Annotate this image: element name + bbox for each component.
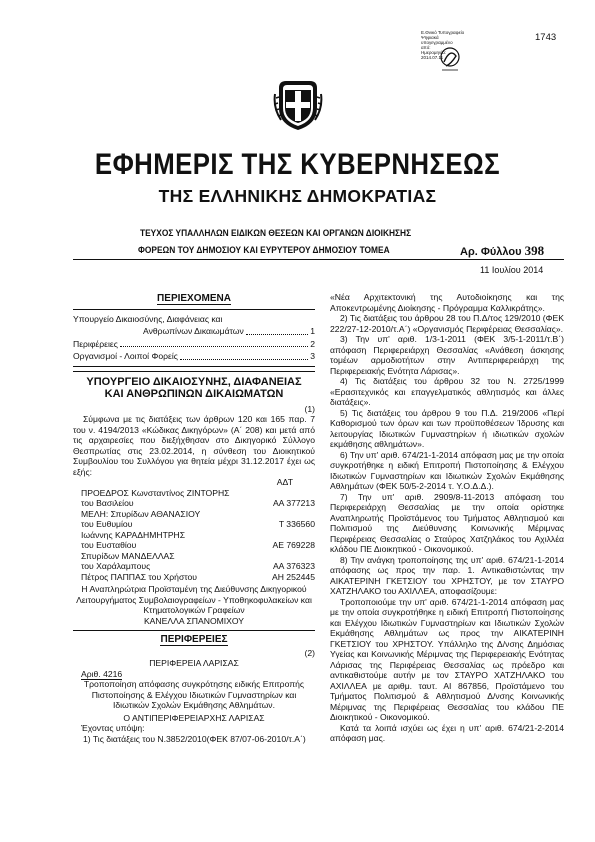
gazette-subtitle: ΤΗΣ ΕΛΛΗΝΙΚΗΣ ΔΗΜΟΚΡΑΤΙΑΣ (158, 186, 437, 206)
toc-page: 2 (310, 338, 315, 349)
notice-number: (2) (304, 647, 315, 658)
body-paragraph: 5) Τις διατάξεις του άρθρου 9 του Π.Δ. 219/2006 «Περί Καθορισμού των όρων και των προϋποθέσεων Ίδρυσης και λειτουργίας Ιδιωτικών Γυμναστηρίων ή ιδιωτικών σχολών εκμάθησης αθλημάτων». (330, 407, 564, 449)
body-paragraph: 7) Την υπ' αριθ. 2909/8-11-2013 απόφαση του Περιφερειάρχη Θεσσαλίας με την οποία ορίστηκε Αναπληρωτής Προϊστάμενος του Τμήματος Αθλητισμού και Πολιτισμού της Διεύθυνσης Κοινωνικής Μέριμνας Περιφέρειας Θεσσαλίας ο Σταύρος Χατζηλάκος του Αχιλλέα κλάδου ΠΕ Διοικητικού - Οικονομικού. (330, 491, 564, 554)
left-column (73, 292, 315, 744)
stamp-line: από: (421, 45, 431, 50)
decision-subject: Τροποποίηση απόφασης συγκρότησης ειδικής Επιτροπής Πιστοποίησης & Ελέγχου Ιδιωτικών Γυμναστηρίων και Ιδιωτικών Σχολών Εκμάθησης Αθλημάτων. (83, 679, 305, 710)
divider (73, 309, 315, 310)
divider (73, 630, 315, 631)
notice-paragraph: Σύμφωνα με τις διατάξεις των άρθρων 120 και 165 παρ. 7 του ν. 4194/2013 «Κώδικας Δικηγόρων» (Α΄ 208) και μετά από τις αρχαιρεσίες που διεξήχθησαν στο Δικηγορικό Σύλλογο Θεσπρωτίας στις 23.02.2014, η σύνθεση του Διοικητικού Συμβουλίου του Συλλόγου για θητεία μέχρι 31.12.2017 έχει ως εξής: (73, 414, 315, 477)
toc-item-label: Περιφέρειες (73, 338, 118, 349)
stamp-line: υπογεγραμμένο (421, 40, 453, 45)
divider (73, 366, 315, 367)
divider (73, 371, 315, 372)
digital-signature-stamp (421, 30, 471, 88)
series-line-2: ΦΟΡΕΩΝ ΤΟΥ ΔΗΜΟΣΙΟΥ ΚΑΙ ΕΥΡΥΤΕΡΟΥ ΔΗΜΟΣΙΟΥ ΤΟΜΕΑ (138, 245, 390, 256)
sheet-number (460, 243, 544, 259)
stamp-line: Ε.Θνικό Τυπογραφείο (421, 30, 465, 35)
issuing-authority: Ο ΑΝΤΙΠΕΡΙΦΕΡΕΙΑΡΧΗΣ ΛΑΡΙΣΑΣ (123, 712, 265, 723)
stamp-line: 2014.07.11 (421, 55, 444, 60)
body-paragraph: 4) Τις διατάξεις του άρθρου 32 του Ν. 2725/1999 «Ερασιτεχνικός και επαγγελματικός αθλητισμός και άλλες διατάξεις». (330, 376, 564, 407)
sheet-number-value: 398 (524, 243, 545, 258)
body-paragraph: 8) Την ανάγκη τροποποίησης της υπ' αριθ. 674/21-1-2014 απόφασης ως προς την παρ. 1. Αντικαθιστώντας την ΑΙΚΑΤΕΡΙΝΗ ΓΚΕΤΣΙΟΥ του ΧΡΗΣΤΟΥ, με τον ΣΤΑΥΡΟ ΧΑΤΖΗΛΑΚΟ του ΑΧΙΛΛΕΑ, αποφασίζουμε: (330, 554, 564, 596)
sheet-label: Αρ. Φύλλου (460, 246, 522, 258)
body-paragraph: 6) Την υπ' αριθ. 674/21-1-2014 απόφαση μας με την οποία συγκροτήθηκε η ειδική Επιτροπή Πιστοποίησης & Ελέγχου Ιδιωτικών Γυμναστηρίων και Ιδιωτικών Σχολών Εκμάθησης Αθλημάτων (ΦΕΚ 50/5-2-2014 τ. Υ.Ο.Δ.Δ.). (330, 449, 564, 491)
signatory-title: Η Αναπληρώτρια Προϊσταμένη της Διεύθυνσης Δικηγορικού Λειτουργήματος Συμβολαιογραφείων - Υποθηκοφυλακείων και Κτηματολογικών Γραφείων (76, 584, 312, 615)
board-member: ΠΡΟΕΔΡΟΣ Κωνσταντίνος ΖΙΝΤΟΡΗΣ του Βασιλείου ΑΑ 377213 (81, 487, 315, 508)
toc-item (73, 339, 315, 350)
coat-of-arms-icon (273, 78, 323, 137)
ministry-heading: ΥΠΟΥΡΓΕΙΟ ΔΙΚΑΙΟΣΥΝΗΣ, ΔΙΑΦΑΝΕΙΑΣ ΚΑΙ ΑΝΘΡΩΠΙΝΩΝ ΔΙΚΑΙΩΜΑΤΩΝ (86, 375, 302, 400)
board-member: Πέτρος ΠΑΠΠΑΣ του Χρήστου ΑΗ 252445 (81, 571, 315, 582)
region-name: ΠΕΡΙΦΕΡΕΙΑ ΛΑΡΙΣΑΣ (149, 658, 239, 668)
series-line-1: ΤΕΥΧΟΣ ΥΠΑΛΛΗΛΩΝ ΕΙΔΙΚΩΝ ΘΕΣΕΩΝ ΚΑΙ ΟΡΓΑΝΩΝ ΔΙΟΙΚΗΣΗΣ (140, 228, 412, 239)
body-paragraph: Τροποποιούμε την υπ' αριθ. 674/21-1-2014 απόφαση μας με την οποία συγκροτήθηκε η ειδική Επιτροπή Πιστοποίησης και Ελέγχου Ιδιωτικών Γυμναστηρίων και Ιδιωτικών Σχολών Εκμάθησης Αθλημάτων ως προς την ΑΙΚΑΤΕΡΙΝΗ ΓΚΕΤΣΙΟΥ του ΧΡΗΣΤΟΥ. Υπάλληλο της Δ/νσης Δημόσιας Υγείας και Κοινωνικής Μέριμνας της Περιφερειακής Ενότητας Λάρισας της Περιφέρειας Θεσσαλίας ως πρόεδρο και αντικαθιστούμε αυτήν με τον ΣΤΑΥΡΟ ΧΑΤΖΗΛΑΚΟ του ΑΧΙΛΛΕΑ με αριθμ. ταυτ. ΑΙ 867856, Προϊστάμενο του Τμήματος Πολιτισμού & Αθλητισμού Δ/νσης Κοινωνικής Μέριμνας της Περιφέρειας Θεσσαλίας του κλάδου ΠΕ Διοικητικού - Οικονομικού. (330, 596, 564, 722)
considerations-item: 1) Τις διατάξεις του Ν.3852/2010(ΦΕΚ 87/07-06-2010/τ.Α΄) (83, 733, 306, 744)
stamp-line: Ψηφιακά (421, 35, 439, 40)
toc-page: 3 (310, 351, 315, 361)
toc-item-label: Ανθρωπίνων Δικαιωμάτων (143, 326, 244, 336)
board-member: Σπυρίδων ΜΑΝΔΕΛΛΑΣ του Χαράλαμπους ΑΑ 376323 (81, 550, 315, 571)
stamp-line: Ημερομηνία: (421, 50, 447, 55)
right-column (330, 292, 564, 744)
decision-number: Αριθ. 4216 (81, 668, 123, 679)
gazette-title: ΕΦΗΜΕΡΙΣ ΤΗΣ ΚΥΒΕΡΝΗΣΕΩΣ (94, 148, 501, 181)
notice-number: (1) (304, 403, 315, 414)
board-member: ΜΕΛΗ: Σπυρίδων ΑΘΑΝΑΣΙΟΥ του Ευθυμίου Τ 336560 (81, 508, 315, 529)
board-member: Ιωάννης ΚΑΡΑΔΗΜΗΤΡΗΣ του Ευσταθίου ΑΕ 769228 (81, 529, 315, 550)
having-regard: Έχοντας υπόψη: (81, 723, 145, 733)
signatory-name: ΚΑΝΕΛΛΑ ΣΠΑΝΟΜΙΧΟΥ (143, 615, 245, 626)
body-paragraph: 3) Την υπ' αριθ. 1/3-1-2011 (ΦΕΚ 3/5-1-2011/τ.Β΄) απόφαση Περιφερειάρχη Θεσσαλίας «Ανάθεση άσκησης τομέων αρμοδιοτήτων στην Αντιπεριφερειάρχη της Περιφερειακής Ενότητα Λάρισας». (330, 334, 564, 376)
issue-date: 11 Ιουλίου 2014 (480, 265, 544, 275)
page-number: 1743 (535, 32, 557, 43)
body-paragraph: 2) Τις διατάξεις του άρθρου 28 του Π.Δ/τος 129/2010 (ΦΕΚ 222/27-12-2010/τ.Α΄) «Οργανισμός Περιφέρειας Θεσσαλίας». (330, 313, 564, 334)
toc-item (73, 351, 315, 362)
header-rule (73, 259, 564, 260)
body-paragraph: Κατά τα λοιπά ισχύει ως έχει η υπ' αριθ. 674/21-2-2014 απόφαση μας. (330, 722, 564, 743)
adt-header: ΑΔΤ (276, 477, 293, 487)
toc-item (73, 314, 315, 337)
signature-mark-icon (439, 44, 461, 74)
regions-heading: ΠΕΡΙΦΕΡΕΙΕΣ (160, 634, 228, 645)
contents-heading: ΠΕΡΙΕΧΟΜΕΝΑ (157, 293, 231, 304)
toc-page: 1 (310, 326, 315, 336)
toc-item-label: Υπουργείο Δικαιοσύνης, Διαφάνειας και (73, 313, 223, 324)
toc-item-label: Οργανισμοί - Λοιποί Φορείς (73, 351, 178, 361)
body-paragraph: «Νέα Αρχιτεκτονική της Αυτοδιοίκησης και της Αποκεντρωμένης Διοίκησης - Πρόγραμμα Καλλικράτης». (330, 292, 564, 313)
